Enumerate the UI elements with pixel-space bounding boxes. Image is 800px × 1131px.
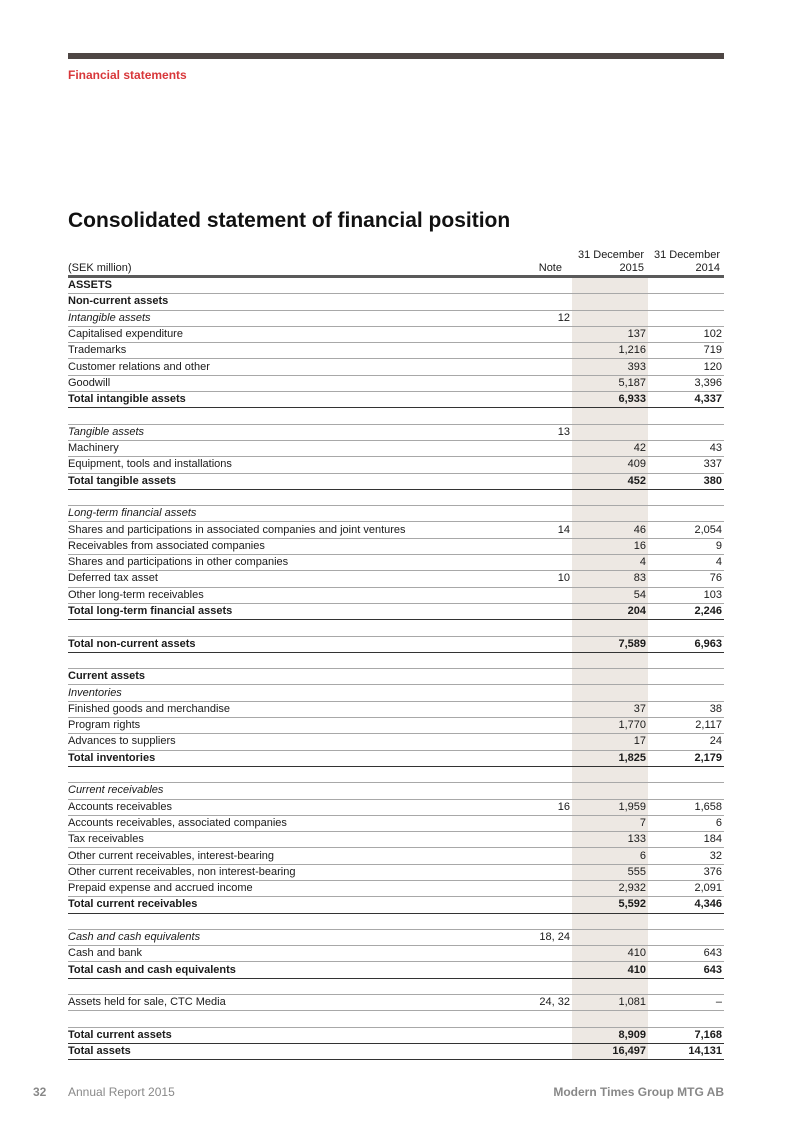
- row-value-2015: 83: [572, 571, 648, 587]
- row-value-2014: 643: [648, 946, 724, 962]
- row-note: 13: [467, 424, 572, 440]
- row-value-2015: [572, 310, 648, 326]
- row-value-2014: 32: [648, 848, 724, 864]
- row-label: Total current assets: [68, 1027, 467, 1043]
- row-label: Long-term financial assets: [68, 506, 467, 522]
- table-row: [68, 294, 724, 310]
- row-label: [68, 489, 467, 505]
- row-label: [68, 408, 467, 424]
- table-row: [68, 424, 724, 440]
- row-value-2014: 643: [648, 962, 724, 978]
- row-value-2014: [648, 685, 724, 701]
- row-note: [467, 750, 572, 766]
- row-label: Total tangible assets: [68, 473, 467, 489]
- header-note: Note: [467, 243, 572, 277]
- row-value-2014: [648, 929, 724, 945]
- row-note: [467, 620, 572, 636]
- row-note: [467, 1027, 572, 1043]
- row-value-2015: 1,959: [572, 799, 648, 815]
- table-row: [68, 555, 724, 571]
- row-label: Shares and participations in associated companies and joint ventures: [68, 522, 467, 538]
- row-value-2015: 1,081: [572, 995, 648, 1011]
- row-label: ASSETS: [68, 277, 467, 294]
- row-value-2014: [648, 489, 724, 505]
- row-value-2014: [648, 978, 724, 994]
- row-note: [467, 277, 572, 294]
- row-value-2015: 17: [572, 734, 648, 750]
- row-note: [467, 326, 572, 342]
- row-note: [467, 1011, 572, 1027]
- row-note: [467, 603, 572, 619]
- row-note: [467, 408, 572, 424]
- row-label: Other current receivables, non interest-bearing: [68, 864, 467, 880]
- row-value-2015: [572, 766, 648, 782]
- header-2014: [648, 243, 724, 277]
- row-label: [68, 620, 467, 636]
- row-value-2014: 2,246: [648, 603, 724, 619]
- row-value-2015: [572, 685, 648, 701]
- row-note: [467, 457, 572, 473]
- table-row: [68, 734, 724, 750]
- spacer-row: [68, 620, 724, 636]
- row-value-2015: 7,589: [572, 636, 648, 652]
- row-label: [68, 1011, 467, 1027]
- page-title: Consolidated statement of financial position: [68, 209, 511, 232]
- table-row: [68, 343, 724, 359]
- header-2014-line2: 2014: [695, 262, 720, 274]
- row-value-2014: [648, 424, 724, 440]
- row-value-2015: [572, 783, 648, 799]
- footer-company-name: Modern Times Group MTG AB: [553, 1085, 724, 1099]
- table-row: [68, 603, 724, 619]
- row-value-2015: 1,216: [572, 343, 648, 359]
- table-row: [68, 929, 724, 945]
- row-label: Current receivables: [68, 783, 467, 799]
- row-value-2014: [648, 294, 724, 310]
- row-value-2014: 43: [648, 440, 724, 456]
- row-label: Trademarks: [68, 343, 467, 359]
- row-note: [467, 1043, 572, 1059]
- row-value-2015: 452: [572, 473, 648, 489]
- table-row: [68, 392, 724, 408]
- row-label: Receivables from associated companies: [68, 538, 467, 554]
- row-note: [467, 555, 572, 571]
- spacer-row: [68, 913, 724, 929]
- row-label: Deferred tax asset: [68, 571, 467, 587]
- row-value-2014: 337: [648, 457, 724, 473]
- row-value-2014: 9: [648, 538, 724, 554]
- row-value-2015: 7: [572, 815, 648, 831]
- row-value-2014: [648, 783, 724, 799]
- row-value-2015: [572, 978, 648, 994]
- table-row: [68, 636, 724, 652]
- row-value-2014: 76: [648, 571, 724, 587]
- row-note: [467, 832, 572, 848]
- table-row: [68, 685, 724, 701]
- row-label: Total current receivables: [68, 897, 467, 913]
- row-value-2014: 24: [648, 734, 724, 750]
- table-row: [68, 864, 724, 880]
- row-label: Finished goods and merchandise: [68, 701, 467, 717]
- table-row: [68, 375, 724, 391]
- row-value-2015: 410: [572, 946, 648, 962]
- row-value-2015: [572, 913, 648, 929]
- row-note: 18, 24: [467, 929, 572, 945]
- row-value-2014: 6: [648, 815, 724, 831]
- row-note: [467, 880, 572, 896]
- row-value-2014: 3,396: [648, 375, 724, 391]
- row-note: [467, 343, 572, 359]
- row-note: [467, 440, 572, 456]
- row-label: Non-current assets: [68, 294, 467, 310]
- row-label: [68, 978, 467, 994]
- row-value-2014: 102: [648, 326, 724, 342]
- row-label: Customer relations and other: [68, 359, 467, 375]
- table-row: [68, 799, 724, 815]
- spacer-row: [68, 766, 724, 782]
- row-note: 24, 32: [467, 995, 572, 1011]
- row-label: Total long-term financial assets: [68, 603, 467, 619]
- row-value-2014: 103: [648, 587, 724, 603]
- row-value-2014: 4,337: [648, 392, 724, 408]
- row-value-2015: 393: [572, 359, 648, 375]
- row-value-2015: [572, 277, 648, 294]
- row-value-2015: 8,909: [572, 1027, 648, 1043]
- table-row: [68, 669, 724, 685]
- row-label: Equipment, tools and installations: [68, 457, 467, 473]
- row-note: [467, 848, 572, 864]
- table-row: [68, 701, 724, 717]
- row-note: 10: [467, 571, 572, 587]
- row-value-2014: 120: [648, 359, 724, 375]
- row-value-2015: [572, 620, 648, 636]
- table-row: [68, 946, 724, 962]
- table-row: [68, 359, 724, 375]
- row-label: [68, 652, 467, 668]
- row-label: Tax receivables: [68, 832, 467, 848]
- row-value-2015: 1,770: [572, 718, 648, 734]
- row-value-2014: [648, 1011, 724, 1027]
- row-value-2015: 5,592: [572, 897, 648, 913]
- row-value-2015: [572, 506, 648, 522]
- row-note: [467, 538, 572, 554]
- row-value-2014: 376: [648, 864, 724, 880]
- table-row: [68, 832, 724, 848]
- row-value-2015: 133: [572, 832, 648, 848]
- table-row: [68, 815, 724, 831]
- row-note: 12: [467, 310, 572, 326]
- row-value-2015: 2,932: [572, 880, 648, 896]
- row-label: Other current receivables, interest-bearing: [68, 848, 467, 864]
- row-value-2015: [572, 1011, 648, 1027]
- table-row: [68, 962, 724, 978]
- row-value-2014: [648, 669, 724, 685]
- row-value-2014: [648, 408, 724, 424]
- row-note: [467, 669, 572, 685]
- row-value-2015: [572, 408, 648, 424]
- footer-report-title: Annual Report 2015: [68, 1085, 175, 1099]
- row-value-2015: 16,497: [572, 1043, 648, 1059]
- table-header-row: [68, 243, 724, 277]
- header-rule: [68, 53, 724, 59]
- row-note: [467, 897, 572, 913]
- row-value-2014: 1,658: [648, 799, 724, 815]
- row-note: [467, 734, 572, 750]
- table-row: [68, 506, 724, 522]
- table-row: [68, 1027, 724, 1043]
- row-label: Prepaid expense and accrued income: [68, 880, 467, 896]
- header-unit: (SEK million): [68, 243, 467, 277]
- row-label: Inventories: [68, 685, 467, 701]
- row-value-2014: [648, 652, 724, 668]
- row-note: [467, 392, 572, 408]
- row-note: [467, 766, 572, 782]
- row-label: Program rights: [68, 718, 467, 734]
- row-value-2015: 137: [572, 326, 648, 342]
- row-note: [467, 587, 572, 603]
- row-value-2014: 380: [648, 473, 724, 489]
- row-label: Other long-term receivables: [68, 587, 467, 603]
- row-label: Advances to suppliers: [68, 734, 467, 750]
- row-value-2015: 54: [572, 587, 648, 603]
- row-note: [467, 636, 572, 652]
- row-value-2015: 46: [572, 522, 648, 538]
- row-label: Assets held for sale, CTC Media: [68, 995, 467, 1011]
- row-note: [467, 962, 572, 978]
- row-label: Total non-current assets: [68, 636, 467, 652]
- row-label: Total assets: [68, 1043, 467, 1059]
- row-label: Total cash and cash equivalents: [68, 962, 467, 978]
- row-value-2015: [572, 489, 648, 505]
- table-body: [68, 277, 724, 1060]
- row-value-2015: [572, 929, 648, 945]
- row-note: [467, 506, 572, 522]
- row-label: Total inventories: [68, 750, 467, 766]
- row-value-2015: 6,933: [572, 392, 648, 408]
- row-value-2015: [572, 294, 648, 310]
- row-value-2015: 1,825: [572, 750, 648, 766]
- row-note: [467, 294, 572, 310]
- row-value-2014: [648, 310, 724, 326]
- row-note: [467, 815, 572, 831]
- row-note: [467, 783, 572, 799]
- row-label: Intangible assets: [68, 310, 467, 326]
- row-label: Total intangible assets: [68, 392, 467, 408]
- row-value-2014: 2,117: [648, 718, 724, 734]
- row-label: Capitalised expenditure: [68, 326, 467, 342]
- table-row: [68, 571, 724, 587]
- table-row: [68, 440, 724, 456]
- row-note: [467, 913, 572, 929]
- row-value-2014: –: [648, 995, 724, 1011]
- row-note: [467, 946, 572, 962]
- row-value-2015: 409: [572, 457, 648, 473]
- header-2015-line1: 31 December: [577, 249, 644, 261]
- row-note: [467, 978, 572, 994]
- row-note: [467, 489, 572, 505]
- spacer-row: [68, 978, 724, 994]
- table-row: [68, 897, 724, 913]
- row-label: Accounts receivables, associated companies: [68, 815, 467, 831]
- row-note: [467, 685, 572, 701]
- row-value-2015: 555: [572, 864, 648, 880]
- header-2015: [572, 243, 648, 277]
- section-label: Financial statements: [68, 68, 187, 82]
- row-value-2015: 6: [572, 848, 648, 864]
- row-label: Accounts receivables: [68, 799, 467, 815]
- row-value-2015: [572, 424, 648, 440]
- row-value-2014: 7,168: [648, 1027, 724, 1043]
- table-row: [68, 277, 724, 294]
- row-value-2015: 37: [572, 701, 648, 717]
- row-value-2014: 6,963: [648, 636, 724, 652]
- row-label: Shares and participations in other companies: [68, 555, 467, 571]
- row-value-2014: 4: [648, 555, 724, 571]
- financial-position-table: [68, 243, 724, 1060]
- table-row: [68, 473, 724, 489]
- table-row: [68, 538, 724, 554]
- header-2015-line2: 2015: [619, 262, 644, 274]
- table-row: [68, 522, 724, 538]
- row-note: [467, 701, 572, 717]
- row-value-2014: [648, 506, 724, 522]
- table-row: [68, 880, 724, 896]
- table-row: [68, 995, 724, 1011]
- row-value-2014: 2,091: [648, 880, 724, 896]
- row-label: Machinery: [68, 440, 467, 456]
- row-value-2015: [572, 669, 648, 685]
- row-value-2015: 5,187: [572, 375, 648, 391]
- row-value-2014: 2,179: [648, 750, 724, 766]
- row-label: Current assets: [68, 669, 467, 685]
- row-value-2014: 14,131: [648, 1043, 724, 1059]
- row-value-2014: 2,054: [648, 522, 724, 538]
- row-value-2014: [648, 620, 724, 636]
- spacer-row: [68, 408, 724, 424]
- table-row: [68, 750, 724, 766]
- table-row: [68, 457, 724, 473]
- row-note: [467, 718, 572, 734]
- row-value-2014: [648, 913, 724, 929]
- page-number: 32: [33, 1085, 47, 1099]
- row-value-2015: 4: [572, 555, 648, 571]
- row-value-2015: 16: [572, 538, 648, 554]
- row-note: 16: [467, 799, 572, 815]
- row-value-2014: 38: [648, 701, 724, 717]
- table-row: [68, 848, 724, 864]
- row-value-2014: 719: [648, 343, 724, 359]
- row-label: [68, 913, 467, 929]
- row-label: Goodwill: [68, 375, 467, 391]
- row-note: [467, 864, 572, 880]
- spacer-row: [68, 652, 724, 668]
- row-note: [467, 359, 572, 375]
- row-value-2014: 184: [648, 832, 724, 848]
- table-row: [68, 1043, 724, 1059]
- row-value-2015: [572, 652, 648, 668]
- spacer-row: [68, 489, 724, 505]
- row-note: [467, 652, 572, 668]
- row-label: [68, 766, 467, 782]
- row-label: Cash and cash equivalents: [68, 929, 467, 945]
- row-note: [467, 375, 572, 391]
- spacer-row: [68, 1011, 724, 1027]
- table-row: [68, 783, 724, 799]
- table-row: [68, 718, 724, 734]
- row-value-2014: 4,346: [648, 897, 724, 913]
- row-value-2015: 204: [572, 603, 648, 619]
- row-label: Cash and bank: [68, 946, 467, 962]
- row-value-2014: [648, 277, 724, 294]
- row-note: [467, 473, 572, 489]
- table-row: [68, 587, 724, 603]
- row-value-2015: 410: [572, 962, 648, 978]
- row-value-2014: [648, 766, 724, 782]
- header-2014-line1: 31 December: [653, 249, 720, 261]
- row-label: Tangible assets: [68, 424, 467, 440]
- row-value-2015: 42: [572, 440, 648, 456]
- row-note: 14: [467, 522, 572, 538]
- table-row: [68, 310, 724, 326]
- table-row: [68, 326, 724, 342]
